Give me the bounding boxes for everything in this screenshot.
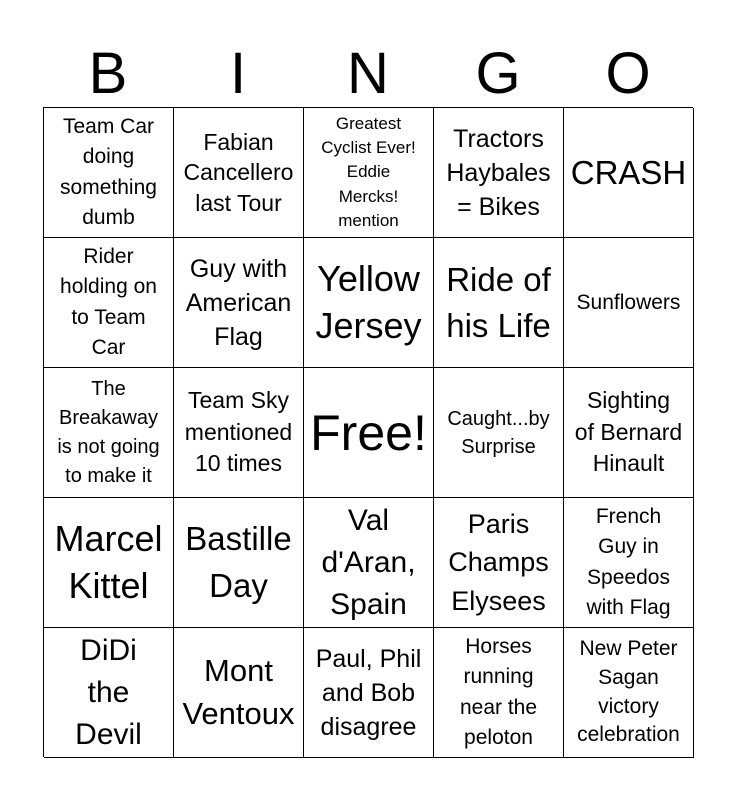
header-letter-b: B xyxy=(88,41,128,106)
bingo-card-grid xyxy=(43,107,693,757)
bingo-cell[interactable] xyxy=(44,238,174,368)
bingo-cell-label: Fabian Cancellero last Tour xyxy=(183,128,294,216)
bingo-cell[interactable] xyxy=(174,498,304,628)
header-letter-n: N xyxy=(347,41,389,106)
bingo-cell-label: Tractors Haybales = Bikes xyxy=(446,124,551,221)
bingo-cell-label: Team Car doing something dumb xyxy=(60,114,157,229)
bingo-cell[interactable] xyxy=(44,628,174,758)
bingo-cell-label: Greatest Cyclist Ever! Eddie Mercks! mention xyxy=(321,114,416,230)
bingo-cell-label: French Guy in Speedos with Flag xyxy=(586,504,671,619)
bingo-cell[interactable] xyxy=(564,628,694,758)
bingo-cell-label: CRASH xyxy=(570,153,687,191)
bingo-cell-label: Sunflowers xyxy=(576,290,681,314)
header-letter-g: G xyxy=(475,41,521,106)
bingo-cell-label: Val d'Aran, Spain xyxy=(321,503,416,621)
bingo-cell-label: Ride of his Life xyxy=(446,260,551,344)
bingo-cell-label: Caught...by Surprise xyxy=(447,407,550,458)
bingo-cell[interactable] xyxy=(434,498,564,628)
bingo-cell[interactable] xyxy=(44,368,174,498)
bingo-cell-label: The Breakaway is not going to make it xyxy=(57,377,160,487)
bingo-cell[interactable] xyxy=(434,368,564,498)
bingo-cell[interactable] xyxy=(174,628,304,758)
bingo-cell[interactable] xyxy=(564,238,694,368)
bingo-cell[interactable] xyxy=(174,368,304,498)
bingo-cell-label: Mont Ventoux xyxy=(182,652,295,731)
bingo-cell-label: Team Sky mentioned 10 times xyxy=(184,386,293,477)
bingo-cell-label: Guy with American Flag xyxy=(185,254,292,351)
bingo-cell-label: Marcel Kittel xyxy=(54,517,163,606)
bingo-cell[interactable] xyxy=(44,498,174,628)
bingo-cell-label: Horses running near the peloton xyxy=(459,634,538,749)
bingo-cell-label: Free! xyxy=(310,404,427,461)
bingo-cell-label: Rider holding on to Team Car xyxy=(60,244,157,359)
bingo-cell[interactable] xyxy=(304,498,434,628)
bingo-cell-label: Paris Champs Elysees xyxy=(448,509,549,616)
bingo-cell[interactable] xyxy=(304,238,434,368)
bingo-cell-label: Bastille Day xyxy=(185,520,292,604)
bingo-cell[interactable] xyxy=(564,498,694,628)
bingo-cell-label: Yellow Jersey xyxy=(315,257,422,346)
bingo-cell[interactable] xyxy=(174,108,304,238)
bingo-cell[interactable] xyxy=(564,368,694,498)
bingo-cell[interactable] xyxy=(434,238,564,368)
header-letter-i: I xyxy=(229,41,247,106)
bingo-cell[interactable] xyxy=(434,628,564,758)
bingo-cell[interactable] xyxy=(44,108,174,238)
free-space-cell[interactable] xyxy=(304,368,434,498)
bingo-cell[interactable] xyxy=(174,238,304,368)
bingo-cell[interactable] xyxy=(304,628,434,758)
bingo-cell-label: Sighting of Bernard Hinault xyxy=(574,386,683,477)
bingo-cell-label: Paul, Phil and Bob disagree xyxy=(315,644,422,741)
header-letter-o: O xyxy=(605,41,651,106)
bingo-header xyxy=(43,40,693,108)
bingo-cell[interactable] xyxy=(564,108,694,238)
bingo-cell[interactable] xyxy=(304,108,434,238)
bingo-cell[interactable] xyxy=(434,108,564,238)
bingo-cell-label: DiDi the Devil xyxy=(75,633,142,751)
bingo-cell-label: New Peter Sagan victory celebration xyxy=(577,636,680,747)
